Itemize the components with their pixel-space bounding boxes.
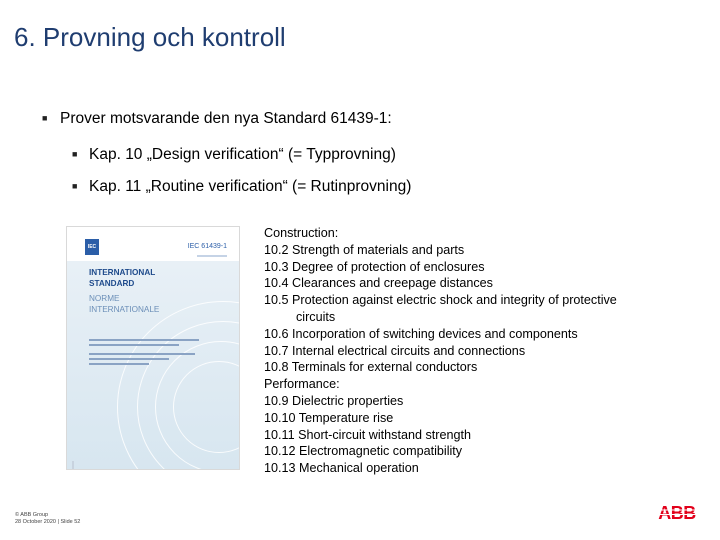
cover-text-line (89, 358, 169, 360)
list-item: 10.2 Strength of materials and parts (264, 242, 465, 257)
performance-heading: Performance: (264, 377, 340, 392)
bullet-sub-2-text: Kap. 11 „Routine verification“ (= Rutinprovning) (89, 178, 412, 195)
list-item: 10.11 Short-circuit withstand strength (264, 427, 471, 442)
list-item: 10.9 Dielectric properties (264, 393, 404, 408)
list-item: 10.3 Degree of protection of enclosures (264, 259, 485, 274)
list-item: 10.12 Electromagnetic compatibility (264, 444, 463, 459)
list-item: 10.5 Protection against electric shock and integrity of protective (264, 293, 617, 308)
bullet-square-icon: ■ (42, 113, 48, 123)
cover-side-mark (72, 461, 74, 470)
footer-copyright: © ABB Group (15, 512, 49, 518)
cover-arc (117, 301, 240, 470)
cover-title: INTERNATIONAL STANDARD (89, 268, 156, 288)
construction-heading: Construction: (264, 226, 339, 240)
list-item: 10.6 Incorporation of switching devices and components (264, 326, 578, 341)
iec-logo: IEC (85, 239, 99, 255)
bullet-main (42, 110, 392, 128)
cover-text-line (89, 353, 195, 355)
bullet-sub-1-text: Kap. 10 „Design verification“ (= Typprovning) (89, 146, 396, 163)
list-item: 10.13 Mechanical operation (264, 461, 419, 476)
cover-text-line (89, 363, 149, 365)
cover-text-line (89, 344, 179, 346)
cover-header (67, 227, 239, 261)
bullet-main-text: Prover motsvarande den nya Standard 61439-1: (60, 110, 392, 127)
list-item: 10.10 Temperature rise (264, 410, 394, 425)
slide-title: 6. Provning och kontroll (14, 22, 286, 52)
test-list (264, 225, 617, 477)
footer-date-slide: 28 October 2020 | Slide 52 (15, 519, 81, 525)
cover-title-fr: NORME INTERNATIONALE (89, 294, 160, 314)
cover-edition-line (197, 255, 227, 257)
list-item: circuits (296, 309, 336, 324)
list-item: 10.4 Clearances and creepage distances (264, 276, 493, 291)
bullet-sub-1 (72, 146, 396, 164)
abb-logo (651, 504, 703, 521)
cover-standard-number: IEC 61439-1 (187, 243, 227, 250)
abb-logo-text: ABB (658, 504, 696, 521)
bullet-square-icon: ■ (72, 181, 78, 191)
bullet-square-icon: ■ (72, 149, 78, 159)
cover-text-line (89, 339, 199, 341)
bullet-sub-2 (72, 178, 411, 196)
list-item: 10.8 Terminals for external conductors (264, 360, 478, 375)
slide-footer (15, 512, 80, 526)
list-item: 10.7 Internal electrical circuits and connections (264, 343, 526, 358)
standard-cover-image (66, 226, 240, 470)
